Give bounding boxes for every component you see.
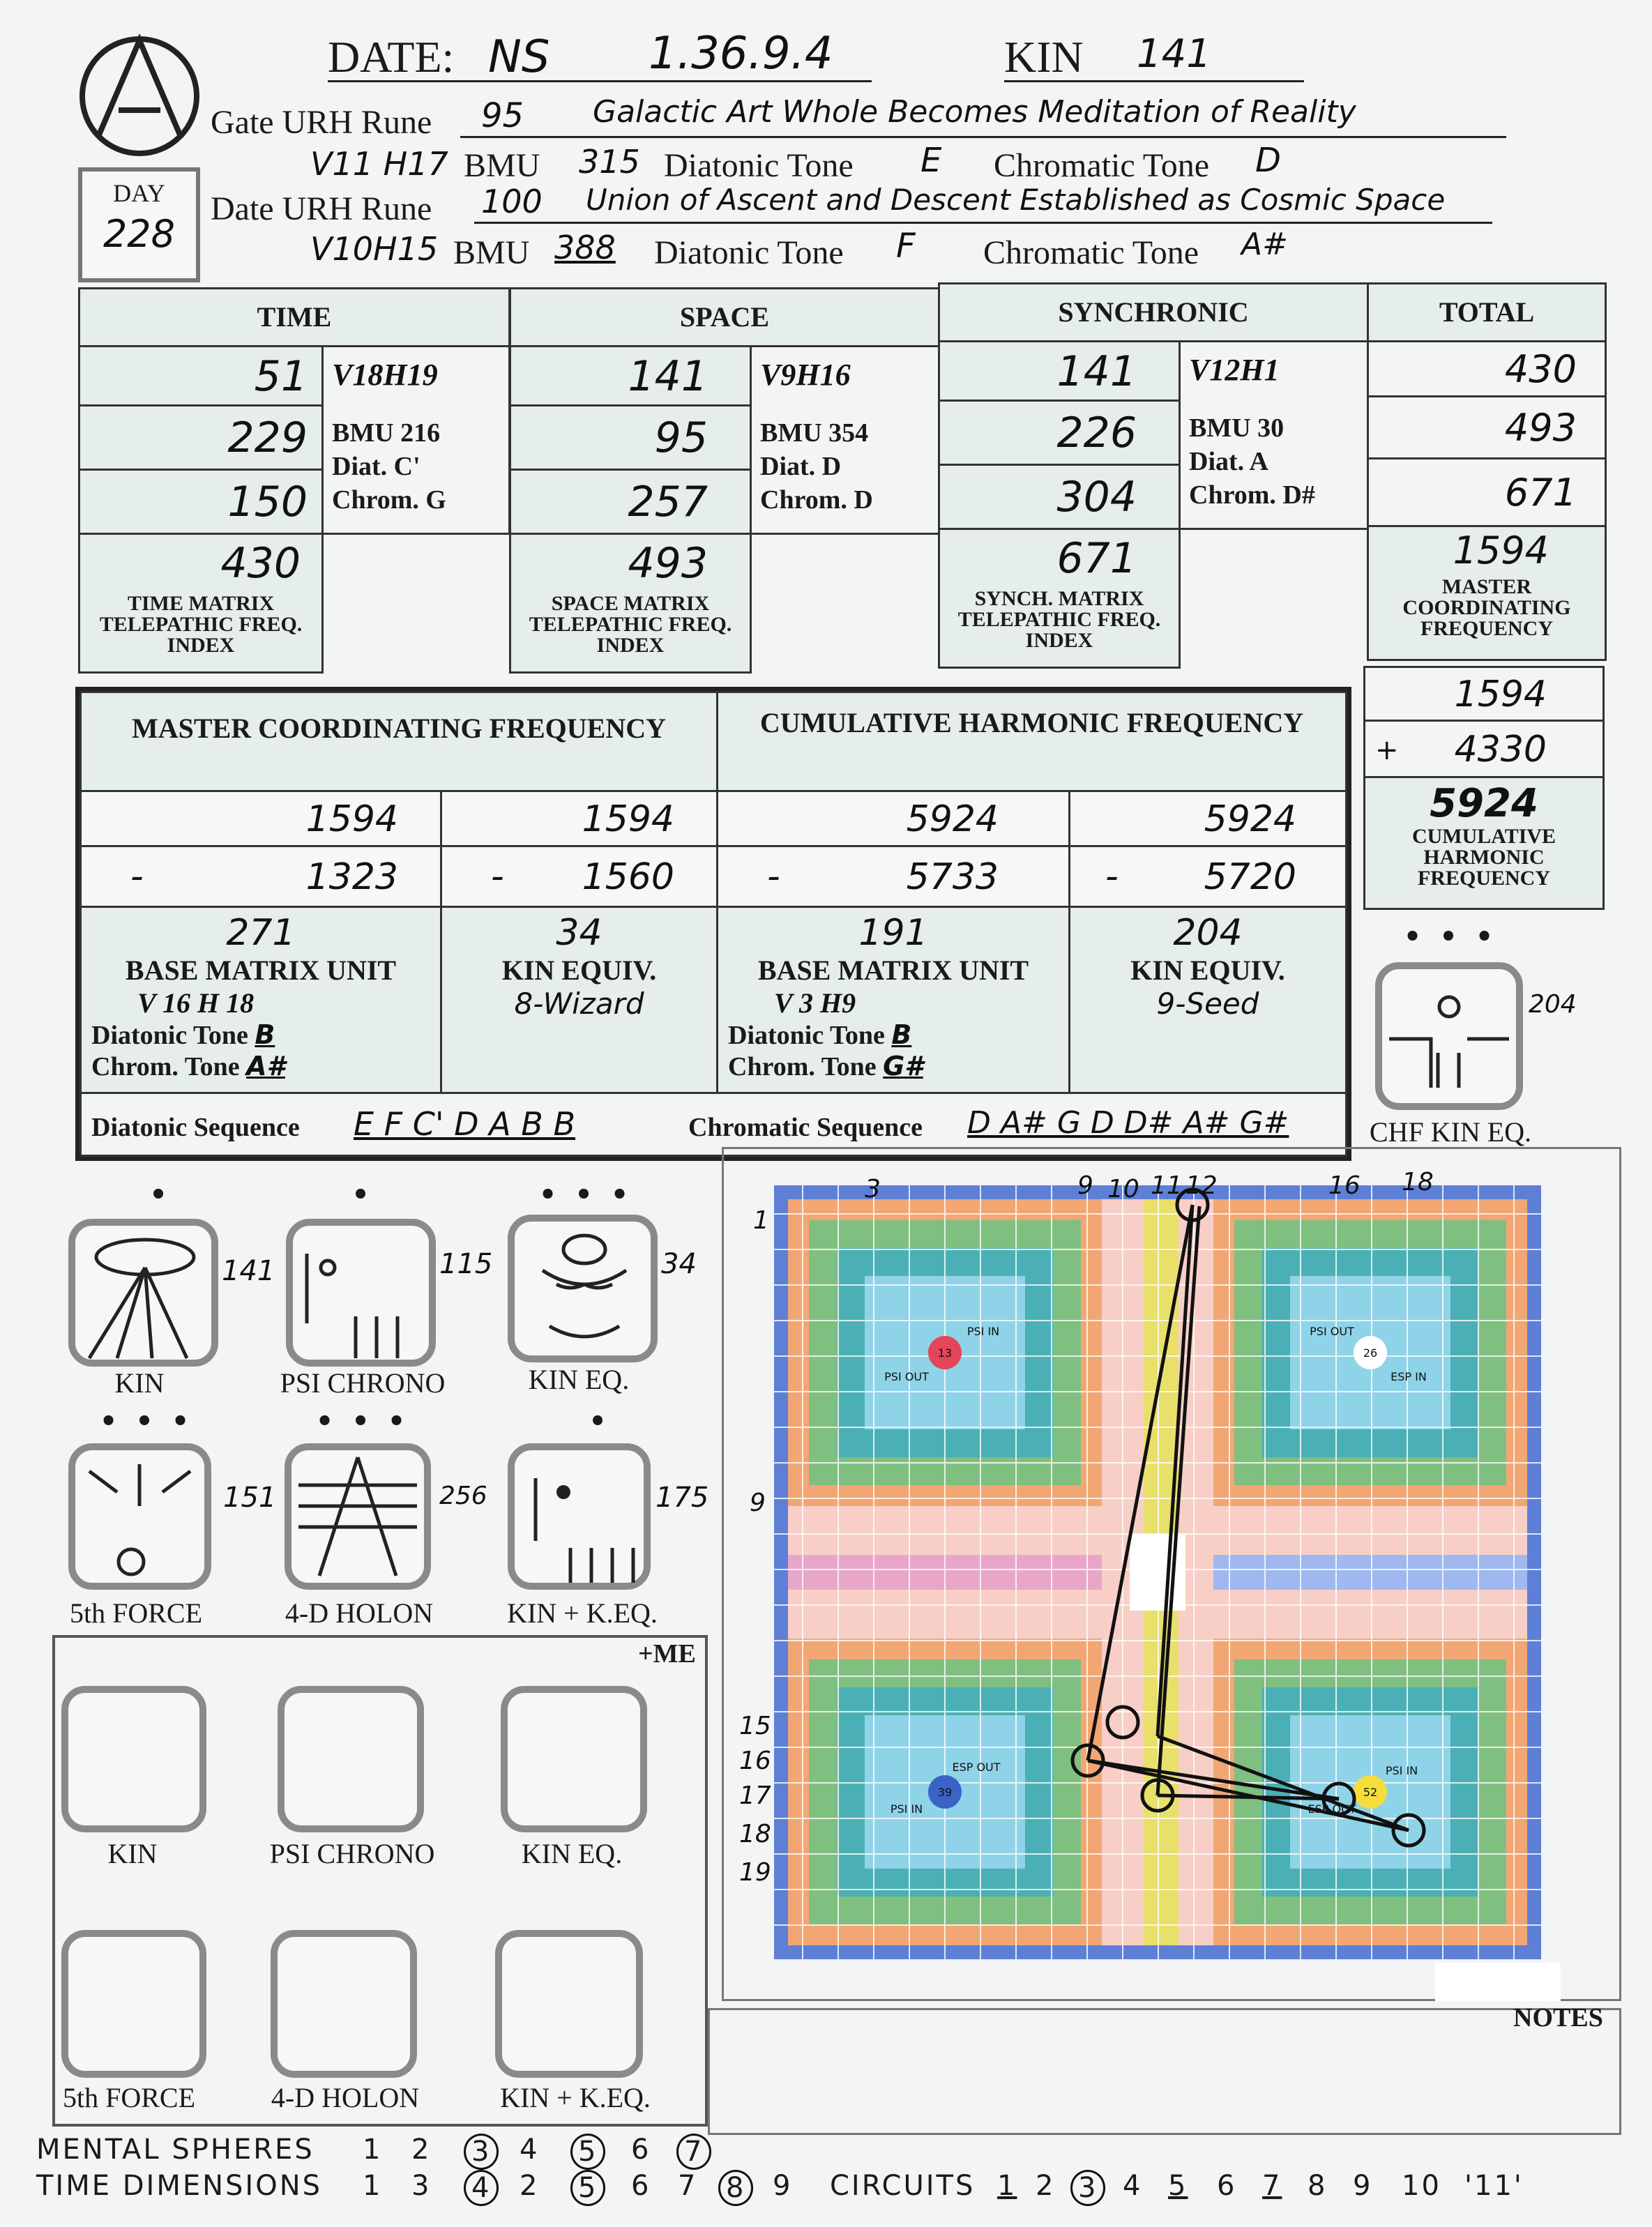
synchronic-total-box: 671 SYNCH. MATRIX TELEPATHIC FREQ. INDEX	[938, 528, 1181, 669]
grid-row-15: 15	[739, 1712, 771, 1740]
synchronic-value-1: 141	[938, 340, 1181, 402]
date-rune-text: Union of Ascent and Descent Established as Cosmic Space	[586, 183, 1446, 217]
mcf-a-2: - 1323	[79, 845, 442, 908]
bmu-2-box: 191 BASE MATRIX UNIT V 3 H9 Diatonic Tone B Chrom. Tone G#	[716, 906, 1070, 1094]
time-value-3: 150	[78, 469, 324, 535]
chf-kin-glyph	[1375, 962, 1523, 1110]
center-52: 52	[1363, 1786, 1378, 1799]
circuit-2: 2	[1036, 2170, 1056, 2202]
holon-note: 256	[439, 1482, 487, 1510]
space-total-box: 493 SPACE MATRIX TELEPATHIC FREQ. INDEX	[509, 533, 752, 674]
space-value-1: 141	[509, 345, 752, 406]
gate-vh: V11 H17	[310, 145, 448, 183]
kin-note: 141	[222, 1255, 275, 1287]
me-label: +ME	[638, 1639, 696, 1669]
gate-diatonic-label: Diatonic Tone	[664, 147, 854, 184]
total-value-3: 671	[1367, 457, 1607, 527]
esp-in-q2: ESP IN	[1390, 1370, 1427, 1383]
kin-keq-glyph	[508, 1443, 651, 1590]
kineq-note: 34	[661, 1248, 697, 1280]
seed-glyph-icon	[1382, 969, 1516, 1103]
chf-kin-label: CHF KIN EQ.	[1369, 1116, 1532, 1148]
time-value-1: 51	[78, 345, 324, 406]
mental-7: 7	[676, 2134, 711, 2170]
circuits-label: CIRCUITS	[830, 2170, 976, 2202]
date-chromatic-label: Chromatic Tone	[983, 234, 1199, 271]
grid-col-12: 12	[1185, 1171, 1218, 1200]
fifth-force-glyph	[68, 1443, 211, 1590]
gate-rune-text: Galactic Art Whole Becomes Meditation of Reality	[593, 94, 1356, 130]
time-8: 8	[718, 2170, 753, 2206]
kin-equiv-1-box: 34 KIN EQUIV. 8-Wizard	[440, 906, 718, 1094]
me-kinkeq-box[interactable]	[495, 1930, 643, 2078]
kin-glyph	[68, 1219, 218, 1367]
gate-rune-label: Gate URH Rune	[211, 104, 432, 141]
time-6: 6	[631, 2170, 651, 2202]
me-kineq-box[interactable]	[501, 1686, 647, 1832]
mental-5: 5	[570, 2134, 605, 2170]
bmu-1-box: 271 BASE MATRIX UNIT V 16 H 18 Diatonic Tone B Chrom. Tone A#	[79, 906, 442, 1094]
total-mcf-box: 1594 MASTER COORDINATING FREQUENCY	[1367, 525, 1607, 661]
date-rune-value: 100	[481, 183, 543, 220]
grid-row-1: 1	[753, 1206, 769, 1235]
grid-col-18: 18	[1402, 1168, 1434, 1196]
grid-col-9: 9	[1077, 1171, 1093, 1200]
date-rune-label: Date URH Rune	[211, 190, 432, 227]
esp-out-q3: ESP OUT	[952, 1761, 1001, 1774]
date-label: DATE:	[328, 32, 455, 82]
me-kin-label: KIN	[107, 1838, 158, 1869]
mcf-a-1: 1594	[79, 790, 442, 847]
kin-value: 141	[1137, 31, 1211, 77]
circuit-1: 1	[997, 2170, 1017, 2202]
time-5: 5	[570, 2170, 605, 2206]
kin-label: KIN	[114, 1367, 165, 1399]
hand-glyph-icon	[293, 1226, 429, 1360]
grid-col-16: 16	[1328, 1171, 1361, 1200]
me-kin-box[interactable]	[61, 1686, 206, 1832]
holon-icon	[291, 1450, 424, 1583]
space-value-2: 95	[509, 404, 752, 471]
day-value: 228	[103, 212, 176, 256]
day-label: DAY	[113, 179, 165, 207]
kin-eq-label: KIN EQ.	[528, 1364, 630, 1395]
psi-in-q3: PSI IN	[890, 1802, 923, 1816]
total-value-1: 430	[1367, 340, 1607, 397]
gate-rune-value: 95	[481, 96, 524, 135]
holon-glyph	[285, 1443, 431, 1590]
grid-row-19: 19	[739, 1858, 771, 1887]
hand-glyph-2-icon	[515, 1450, 644, 1583]
date-ns: NS	[488, 31, 550, 83]
grid-col-11: 11	[1151, 1171, 1183, 1200]
psi-in-q4: PSI IN	[1385, 1764, 1418, 1777]
circuit-11: '11'	[1464, 2170, 1524, 2202]
date-diatonic-label: Diatonic Tone	[654, 234, 844, 271]
synchronic-header: SYNCHRONIC	[938, 282, 1369, 342]
synchronic-value-2: 226	[938, 400, 1181, 466]
fifth-force-label: 5th FORCE	[69, 1597, 203, 1629]
logo-icon	[77, 33, 202, 159]
synchronic-value-3: 304	[938, 464, 1181, 530]
psi-dots: •	[351, 1178, 374, 1211]
psi-chrono-glyph	[286, 1219, 436, 1367]
grid-col-10: 10	[1107, 1175, 1139, 1203]
force-note: 151	[223, 1482, 277, 1514]
date-bmu: 388	[554, 229, 616, 266]
center-13: 13	[937, 1346, 953, 1360]
chf-kin-dots: • • •	[1403, 920, 1498, 953]
sequence-row: Diatonic Sequence E F C' D A B B Chromatic Sequence D A# G D D# A# G#	[79, 1092, 1347, 1157]
mcf-b-1: 1594	[440, 790, 718, 847]
psi-chrono-label: PSI CHRONO	[280, 1367, 446, 1399]
notes-box[interactable]	[708, 2008, 1621, 2135]
notes-label: NOTES	[1513, 2003, 1603, 2032]
circuit-3: 3	[1070, 2170, 1105, 2206]
me-holon-label: 4-D HOLON	[271, 2082, 420, 2113]
kin-dots: •	[149, 1178, 172, 1211]
grid-row-9: 9	[750, 1489, 766, 1517]
side-total-sum: 5924 CUMULATIVE HARMONIC FREQUENCY	[1363, 776, 1605, 910]
circuit-5: 5	[1168, 2170, 1188, 2202]
grid-col-3: 3	[865, 1175, 881, 1203]
mental-4: 4	[520, 2134, 540, 2166]
synchronic-bmu-box: V12H1 BMU 30 Diat. A Chrom. D#	[1179, 340, 1369, 530]
time-9: 9	[773, 2170, 793, 2202]
mental-spheres-label: MENTAL SPHERES	[36, 2134, 315, 2166]
mcf-header: MASTER COORDINATING FREQUENCY	[79, 691, 718, 792]
circuit-4: 4	[1123, 2170, 1143, 2202]
space-header: SPACE	[509, 287, 940, 347]
time-3: 3	[411, 2170, 432, 2202]
grid-row-16: 16	[739, 1747, 771, 1775]
time-bmu-box: V18H19 BMU 216 Diat. C' Chrom. G	[321, 345, 510, 535]
side-total-a: 1594	[1363, 666, 1605, 722]
circuit-10: 10	[1402, 2170, 1441, 2202]
me-force-label: 5th FORCE	[62, 2082, 196, 2113]
kin-glyph-icon	[75, 1226, 211, 1360]
date-diatonic: F	[896, 227, 916, 266]
fifth-force-icon	[75, 1450, 204, 1583]
circuit-6: 6	[1217, 2170, 1237, 2202]
time-4: 4	[464, 2170, 499, 2206]
grid-row-18: 18	[739, 1820, 771, 1848]
date-vh: V10H15	[310, 230, 439, 268]
chf-kin-note: 204	[1529, 990, 1577, 1019]
mental-3: 3	[464, 2134, 499, 2170]
kineq-dots: • • •	[538, 1178, 633, 1211]
me-force-box[interactable]	[61, 1930, 206, 2078]
force-dots: • • •	[99, 1405, 194, 1438]
me-kineq-label: KIN EQ.	[521, 1838, 623, 1869]
day-box	[78, 167, 200, 282]
side-total-b: + 4330	[1363, 720, 1605, 778]
time-header: TIME	[78, 287, 510, 347]
gate-chromatic: D	[1255, 141, 1281, 180]
mental-1: 1	[363, 2134, 383, 2166]
circuit-8: 8	[1308, 2170, 1328, 2202]
circuit-9: 9	[1353, 2170, 1373, 2202]
chf-a-2: - 5733	[716, 845, 1070, 908]
time-1: 1	[363, 2170, 383, 2202]
time-space-grid	[767, 1178, 1548, 1966]
me-psi-label: PSI CHRONO	[269, 1838, 435, 1869]
time-value-2: 229	[78, 404, 324, 471]
time-2: 2	[520, 2170, 540, 2202]
total-header: TOTAL	[1367, 282, 1607, 342]
time-7: 7	[678, 2170, 698, 2202]
date-chromatic: A#	[1241, 227, 1288, 262]
kin-equiv-2-box: 204 KIN EQUIV. 9-Seed	[1068, 906, 1347, 1094]
total-value-2: 493	[1367, 395, 1607, 459]
kin-keq-label: KIN + K.EQ.	[507, 1597, 658, 1629]
chf-header: CUMULATIVE HARMONIC FREQUENCY	[716, 691, 1347, 792]
date-bmu-label: BMU	[453, 234, 530, 271]
kinkeq-note: 175	[656, 1482, 709, 1514]
kinkeq-dots: •	[589, 1405, 611, 1438]
me-holon-box[interactable]	[271, 1930, 417, 2078]
holon-dots: • • •	[315, 1405, 410, 1438]
gate-chromatic-label: Chromatic Tone	[994, 147, 1210, 184]
gate-diatonic: E	[920, 141, 942, 180]
me-psi-box[interactable]	[278, 1686, 424, 1832]
date-value: 1.36.9.4	[649, 28, 833, 79]
wizard-glyph-icon	[515, 1222, 651, 1355]
psi-note: 115	[439, 1248, 493, 1280]
mental-6: 6	[631, 2134, 651, 2166]
esp-out-q4: ESP OUT	[1308, 1802, 1356, 1816]
chf-b-1: 5924	[1068, 790, 1347, 847]
holon-label: 4-D HOLON	[285, 1597, 434, 1629]
mental-2: 2	[411, 2134, 432, 2166]
time-dimensions-label: TIME DIMENSIONS	[36, 2170, 323, 2202]
gate-bmu-label: BMU	[464, 147, 540, 184]
circuit-7: 7	[1262, 2170, 1282, 2202]
psi-out-q2: PSI OUT	[1310, 1325, 1354, 1338]
mcf-b-2: - 1560	[440, 845, 718, 908]
grid-row-17: 17	[739, 1781, 771, 1810]
psi-out-q1: PSI OUT	[884, 1370, 929, 1383]
space-value-3: 257	[509, 469, 752, 535]
kin-label: KIN	[1004, 32, 1084, 82]
center-39: 39	[937, 1786, 953, 1799]
psi-in-q1: PSI IN	[967, 1325, 1000, 1338]
center-26: 26	[1363, 1346, 1378, 1360]
time-total-box: 430 TIME MATRIX TELEPATHIC FREQ. INDEX	[78, 533, 324, 674]
white-patch	[1435, 1963, 1561, 2001]
chf-b-2: - 5720	[1068, 845, 1347, 908]
gate-bmu: 315	[579, 143, 640, 181]
kin-eq-glyph	[508, 1215, 658, 1362]
me-kinkeq-label: KIN + K.EQ.	[500, 2082, 651, 2113]
chf-a-1: 5924	[716, 790, 1070, 847]
space-bmu-box: V9H16 BMU 354 Diat. D Chrom. D	[750, 345, 940, 535]
